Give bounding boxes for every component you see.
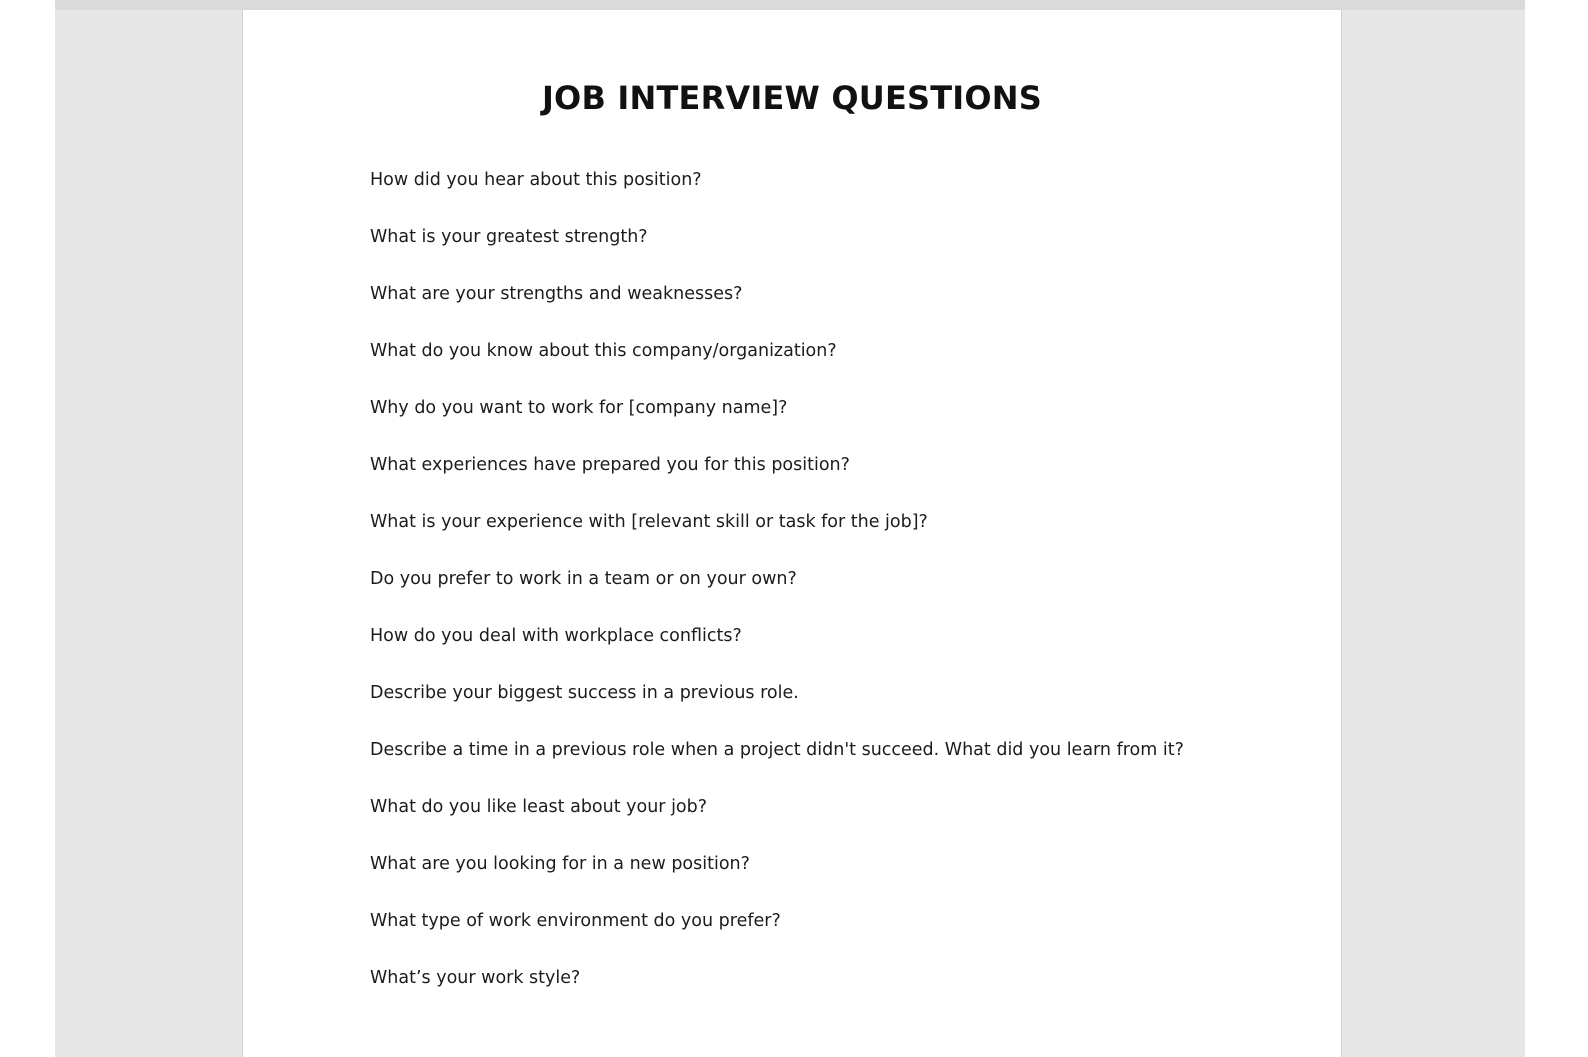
- document-viewport: [55, 0, 1525, 1057]
- question-item: What is your greatest strength?: [370, 227, 648, 247]
- question-item: How did you hear about this position?: [370, 170, 702, 190]
- question-item: What do you know about this company/organization?: [370, 341, 837, 361]
- question-item: What are your strengths and weaknesses?: [370, 284, 743, 304]
- question-list: [370, 166, 1270, 1021]
- document-page[interactable]: [242, 10, 1342, 1057]
- question-item: What do you like least about your job?: [370, 797, 708, 817]
- question-item: Describe a time in a previous role when a project didn't succeed. What did you learn from it?: [370, 740, 1184, 760]
- question-item: Describe your biggest success in a previous role.: [370, 683, 799, 703]
- question-item: What are you looking for in a new position?: [370, 854, 750, 874]
- question-item: What’s your work style?: [370, 968, 581, 988]
- question-item: Why do you want to work for [company name]?: [370, 398, 788, 418]
- page-title: JOB INTERVIEW QUESTIONS: [541, 79, 1043, 117]
- question-item: What is your experience with [relevant skill or task for the job]?: [370, 512, 928, 532]
- question-item: What type of work environment do you prefer?: [370, 911, 781, 931]
- viewport-top-edge: [55, 0, 1525, 10]
- question-item: Do you prefer to work in a team or on your own?: [370, 569, 797, 589]
- question-item: How do you deal with workplace conflicts?: [370, 626, 742, 646]
- question-item: What experiences have prepared you for this position?: [370, 455, 850, 475]
